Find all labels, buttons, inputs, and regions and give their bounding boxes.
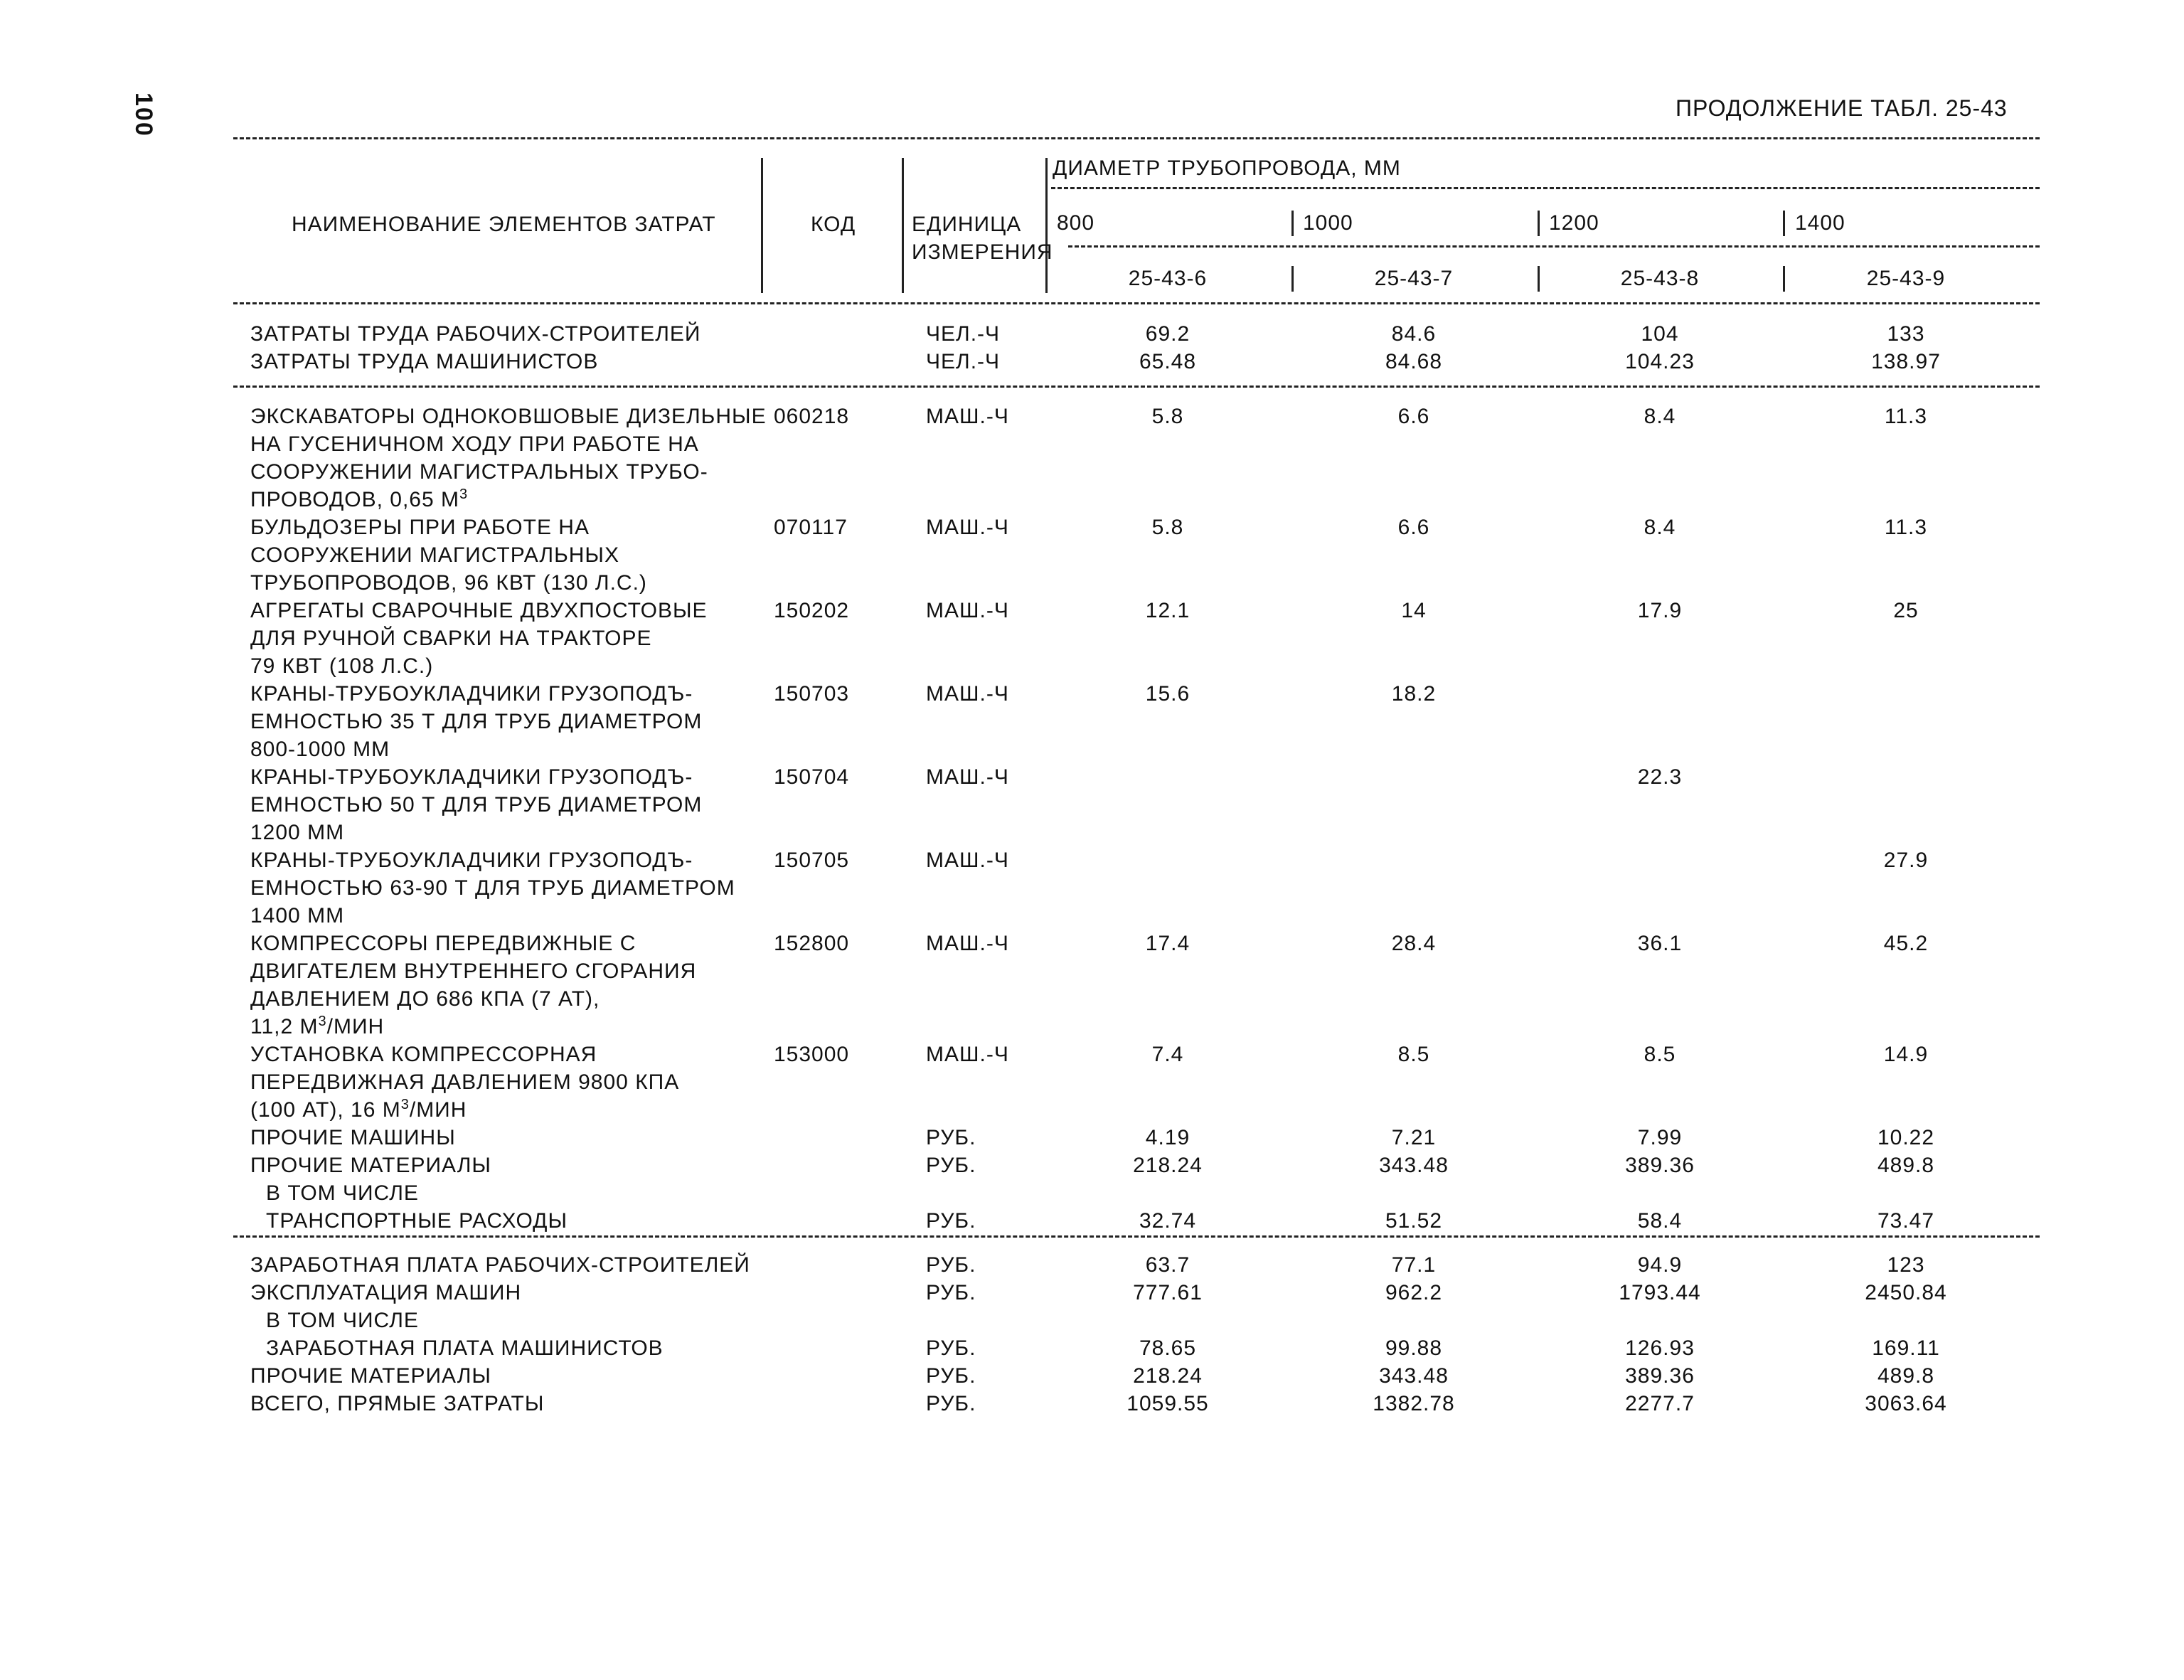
row-value-7: 84.6 — [1391, 322, 1437, 346]
row-unit: ЧЕЛ.-Ч — [926, 322, 1001, 346]
row-name-line: 1200 ММ — [250, 821, 345, 844]
row-value-8: 22.3 — [1637, 765, 1683, 789]
row-value-6: 17.4 — [1145, 932, 1190, 955]
row-name-line: БУЛЬДОЗЕРЫ ПРИ РАБОТЕ НА — [250, 516, 590, 539]
row-value-7: 962.2 — [1385, 1281, 1443, 1304]
row-value-6: 15.6 — [1145, 682, 1190, 706]
row-value-9: 123 — [1887, 1253, 1925, 1277]
row-name-line: ТРАНСПОРТНЫЕ РАСХОДЫ — [266, 1209, 568, 1233]
row-name-line: ДВИГАТЕЛЕМ ВНУТРЕННЕГО СГОРАНИЯ — [250, 959, 697, 983]
row-value-7: 77.1 — [1391, 1253, 1437, 1277]
vbar-c8 — [1538, 266, 1540, 292]
row-name-line: 79 КВТ (108 Л.С.) — [250, 654, 434, 678]
row-name-line: ДЛЯ РУЧНОЙ СВАРКИ НА ТРАКТОРЕ — [250, 627, 652, 650]
row-value-7: 51.52 — [1385, 1209, 1443, 1233]
row-unit: МАШ.-Ч — [926, 765, 1009, 789]
row-name-line: КРАНЫ-ТРУБОУКЛАДЧИКИ ГРУЗОПОДЪ- — [250, 849, 693, 872]
row-value-9: 11.3 — [1884, 516, 1928, 539]
rule-header-bottom — [233, 302, 2040, 304]
row-value-6: 218.24 — [1133, 1364, 1203, 1388]
row-code: 152800 — [774, 932, 850, 955]
row-value-9: 489.8 — [1877, 1154, 1935, 1177]
row-value-6: 7.4 — [1151, 1043, 1184, 1066]
row-value-6: 69.2 — [1145, 322, 1190, 346]
row-value-8: 17.9 — [1637, 599, 1683, 622]
header-code-8: 25-43-8 — [1620, 267, 1700, 290]
row-value-6: 5.8 — [1151, 405, 1184, 428]
row-unit: МАШ.-Ч — [926, 405, 1009, 428]
row-unit: МАШ.-Ч — [926, 599, 1009, 622]
row-value-9: 11.3 — [1884, 405, 1928, 428]
row-value-8: 1793.44 — [1619, 1281, 1701, 1304]
row-value-9: 73.47 — [1877, 1209, 1935, 1233]
row-name-line: ЭКСКАВАТОРЫ ОДНОКОВШОВЫЕ ДИЗЕЛЬНЫЕ — [250, 405, 767, 428]
row-value-6: 777.61 — [1133, 1281, 1203, 1304]
row-value-9: 25 — [1893, 599, 1919, 622]
row-value-9: 489.8 — [1877, 1364, 1935, 1388]
row-unit: РУБ. — [926, 1154, 976, 1177]
row-unit: РУБ. — [926, 1253, 976, 1277]
row-unit: МАШ.-Ч — [926, 849, 1009, 872]
header-code-6: 25-43-6 — [1128, 267, 1208, 290]
row-value-7: 14 — [1401, 599, 1427, 622]
row-value-6: 5.8 — [1151, 516, 1184, 539]
header-d1000: 1000 — [1303, 211, 1353, 235]
row-name-line: НА ГУСЕНИЧНОМ ХОДУ ПРИ РАБОТЕ НА — [250, 432, 699, 456]
row-name-line: ЗАРАБОТНАЯ ПЛАТА РАБОЧИХ-СТРОИТЕЛЕЙ — [250, 1253, 750, 1277]
row-name-line: СООРУЖЕНИИ МАГИСТРАЛЬНЫХ — [250, 543, 619, 567]
row-name-line: ЗАТРАТЫ ТРУДА РАБОЧИХ-СТРОИТЕЛЕЙ — [250, 322, 701, 346]
row-name-line: КОМПРЕССОРЫ ПЕРЕДВИЖНЫЕ С — [250, 932, 636, 955]
row-value-8: 389.36 — [1625, 1364, 1695, 1388]
row-code: 150705 — [774, 849, 850, 872]
header-d800: 800 — [1057, 211, 1095, 235]
row-value-7: 84.68 — [1385, 350, 1443, 373]
row-value-8: 8.5 — [1644, 1043, 1676, 1066]
header-d1200: 1200 — [1549, 211, 1599, 235]
vbar-name — [761, 158, 763, 293]
row-value-8: 58.4 — [1637, 1209, 1683, 1233]
row-name-line: ЕМНОСТЬЮ 35 Т ДЛЯ ТРУБ ДИАМЕТРОМ — [250, 710, 703, 733]
row-code: 150704 — [774, 765, 850, 789]
row-value-7: 7.21 — [1391, 1126, 1437, 1149]
row-name-line: ВСЕГО, ПРЯМЫЕ ЗАТРАТЫ — [250, 1392, 545, 1415]
row-value-8: 126.93 — [1625, 1336, 1695, 1360]
row-value-6: 1059.55 — [1126, 1392, 1209, 1415]
row-name-line: В ТОМ ЧИСЛЕ — [266, 1309, 419, 1332]
row-code: 060218 — [774, 405, 850, 428]
row-name-line: ПЕРЕДВИЖНАЯ ДАВЛЕНИЕМ 9800 КПА — [250, 1070, 680, 1094]
vbar-code — [902, 158, 904, 293]
table-title: ПРОДОЛЖЕНИЕ ТАБЛ. 25-43 — [1676, 95, 2008, 121]
row-value-6: 78.65 — [1139, 1336, 1197, 1360]
row-name-line: ПРОЧИЕ МАТЕРИАЛЫ — [250, 1364, 491, 1388]
row-unit: МАШ.-Ч — [926, 682, 1009, 706]
row-name-line: В ТОМ ЧИСЛЕ — [266, 1181, 419, 1205]
vbar-d1400 — [1783, 211, 1785, 236]
row-value-6: 4.19 — [1145, 1126, 1190, 1149]
row-value-7: 99.88 — [1385, 1336, 1443, 1360]
row-value-9: 14.9 — [1883, 1043, 1929, 1066]
header-code-7: 25-43-7 — [1374, 267, 1454, 290]
row-name-line: ТРУБОПРОВОДОВ, 96 КВТ (130 Л.С.) — [250, 571, 647, 595]
row-value-9: 3063.64 — [1865, 1392, 1947, 1415]
row-value-6: 32.74 — [1139, 1209, 1197, 1233]
header-name: НАИМЕНОВАНИЕ ЭЛЕМЕНТОВ ЗАТРАТ — [292, 213, 716, 236]
header-code: КОД — [811, 213, 856, 236]
row-name-line: ПРОЧИЕ МАШИНЫ — [250, 1126, 456, 1149]
row-value-7: 343.48 — [1379, 1364, 1449, 1388]
header-diameter: ДИАМЕТР ТРУБОПРОВОДА, ММ — [1053, 156, 1401, 180]
row-value-7: 1382.78 — [1373, 1392, 1455, 1415]
row-value-9: 10.22 — [1877, 1126, 1935, 1149]
row-value-8: 8.4 — [1644, 405, 1676, 428]
row-name-line: УСТАНОВКА КОМПРЕССОРНАЯ — [250, 1043, 597, 1066]
row-name-line: СООРУЖЕНИИ МАГИСТРАЛЬНЫХ ТРУБО- — [250, 460, 708, 484]
page-number: 100 — [130, 92, 157, 137]
row-value-8: 104 — [1641, 322, 1679, 346]
row-value-8: 2277.7 — [1625, 1392, 1695, 1415]
row-value-9: 138.97 — [1871, 350, 1941, 373]
row-name-line: ПРОЧИЕ МАТЕРИАЛЫ — [250, 1154, 491, 1177]
row-value-8: 8.4 — [1644, 516, 1676, 539]
row-code: 070117 — [774, 516, 848, 539]
row-value-9: 133 — [1887, 322, 1925, 346]
row-name-line: ДАВЛЕНИЕМ ДО 686 КПА (7 АТ), — [250, 987, 600, 1011]
row-name-line: ЕМНОСТЬЮ 63-90 Т ДЛЯ ТРУБ ДИАМЕТРОМ — [250, 876, 735, 900]
row-unit: РУБ. — [926, 1126, 976, 1149]
row-unit: МАШ.-Ч — [926, 516, 1009, 539]
row-name-line: ЕМНОСТЬЮ 50 Т ДЛЯ ТРУБ ДИАМЕТРОМ — [250, 793, 703, 817]
row-value-8: 7.99 — [1637, 1126, 1683, 1149]
row-unit: РУБ. — [926, 1364, 976, 1388]
row-name-line: КРАНЫ-ТРУБОУКЛАДЧИКИ ГРУЗОПОДЪ- — [250, 765, 693, 789]
row-unit: ЧЕЛ.-Ч — [926, 350, 1001, 373]
row-name-line: 1400 ММ — [250, 904, 345, 927]
row-value-7: 28.4 — [1391, 932, 1437, 955]
row-unit: РУБ. — [926, 1281, 976, 1304]
row-code: 153000 — [774, 1043, 850, 1066]
vbar-unit — [1045, 158, 1048, 293]
header-d1400: 1400 — [1795, 211, 1845, 235]
row-code: 150703 — [774, 682, 850, 706]
row-value-6: 218.24 — [1133, 1154, 1203, 1177]
row-value-9: 169.11 — [1872, 1336, 1940, 1360]
rule-diameter — [1051, 187, 2040, 189]
row-value-8: 104.23 — [1625, 350, 1695, 373]
row-name-line: (100 АТ), 16 $М^3$/МИН — [250, 1097, 467, 1122]
row-value-7: 343.48 — [1379, 1154, 1449, 1177]
row-name-line: 11,2 $М^3$/МИН — [250, 1014, 385, 1038]
row-value-6: 63.7 — [1145, 1253, 1190, 1277]
row-value-9: 2450.84 — [1865, 1281, 1947, 1304]
row-unit: РУБ. — [926, 1392, 976, 1415]
row-value-7: 6.6 — [1397, 516, 1430, 539]
row-unit: МАШ.-Ч — [926, 1043, 1009, 1066]
row-value-8: 389.36 — [1625, 1154, 1695, 1177]
row-value-9: 27.9 — [1883, 849, 1929, 872]
rule-top — [233, 137, 2040, 139]
header-code-9: 25-43-9 — [1866, 267, 1946, 290]
row-value-6: 65.48 — [1139, 350, 1197, 373]
row-unit: РУБ. — [926, 1209, 976, 1233]
row-name-line: ЗАТРАТЫ ТРУДА МАШИНИСТОВ — [250, 350, 599, 373]
row-value-7: 8.5 — [1397, 1043, 1430, 1066]
rule-after-machines — [233, 1235, 2040, 1238]
row-name-line: 800-1000 ММ — [250, 738, 390, 761]
row-value-9: 45.2 — [1883, 932, 1929, 955]
header-unit-1: ЕДИНИЦА — [912, 213, 1022, 236]
vbar-c7 — [1291, 266, 1294, 292]
vbar-d1000 — [1291, 211, 1294, 236]
row-name-line: КРАНЫ-ТРУБОУКЛАДЧИКИ ГРУЗОПОДЪ- — [250, 682, 693, 706]
rule-after-labor — [233, 386, 2040, 388]
row-value-7: 6.6 — [1397, 405, 1430, 428]
row-value-7: 18.2 — [1391, 682, 1437, 706]
row-unit: РУБ. — [926, 1336, 976, 1360]
row-value-6: 12.1 — [1145, 599, 1190, 622]
rule-codes — [1068, 245, 2040, 248]
row-value-8: 36.1 — [1637, 932, 1683, 955]
row-code: 150202 — [774, 599, 850, 622]
header-unit-2: ИЗМЕРЕНИЯ — [912, 240, 1053, 264]
row-name-line: АГРЕГАТЫ СВАРОЧНЫЕ ДВУХПОСТОВЫЕ — [250, 599, 708, 622]
row-unit: МАШ.-Ч — [926, 932, 1009, 955]
vbar-c9 — [1783, 266, 1785, 292]
row-name-line: ЗАРАБОТНАЯ ПЛАТА МАШИНИСТОВ — [266, 1336, 664, 1360]
row-name-line: ЭКСПЛУАТАЦИЯ МАШИН — [250, 1281, 522, 1304]
vbar-d1200 — [1538, 211, 1540, 236]
row-name-line: ПРОВОДОВ, 0,65 $М^3$ — [250, 487, 469, 511]
row-value-8: 94.9 — [1637, 1253, 1683, 1277]
